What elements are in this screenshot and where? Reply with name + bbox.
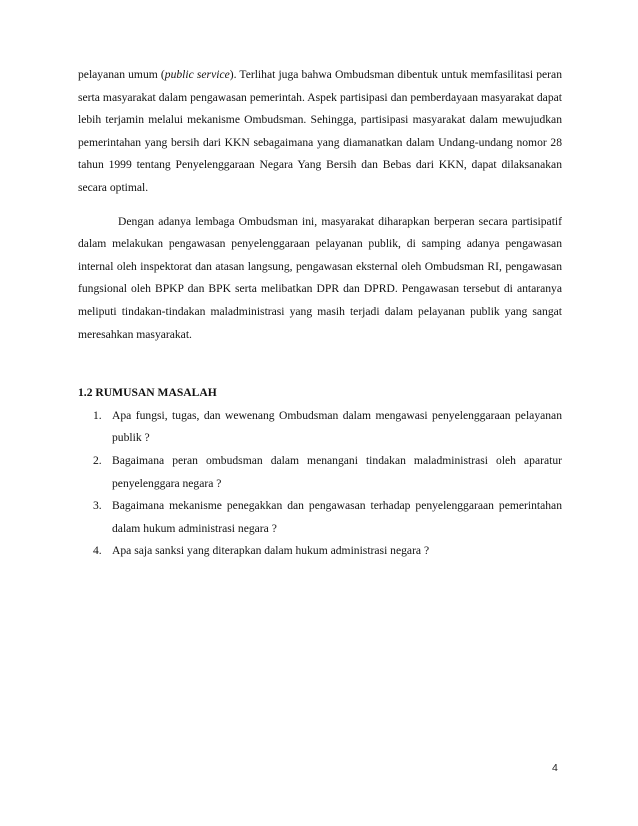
paragraph-1 (78, 64, 562, 200)
list-item-number: 1. (93, 408, 102, 422)
list-item (78, 540, 562, 563)
list-item-text: Bagaimana peran ombudsman dalam menangani tindakan maladministrasi oleh aparatur penyelenggara negara ? (112, 453, 562, 490)
problem-list (78, 405, 562, 563)
list-item (78, 495, 562, 540)
list-item-text: Bagaimana mekanisme penegakkan dan pengawasan terhadap penyelenggaraan pemerintahan dalam hukum administrasi negara ? (112, 499, 562, 535)
page-number: 4 (552, 762, 558, 774)
list-item-number: 2. (93, 453, 102, 467)
page-content (78, 64, 562, 563)
list-item-text: Apa fungsi, tugas, dan wewenang Ombudsman dalam mengawasi penyelenggaraan pelayanan publik ? (112, 408, 562, 445)
paragraph-1-part-2: ). Terlihat juga bahwa Ombudsman dibentuk untuk memfasilitasi peran serta masyarakat dalam pengawasan pemerintah. Aspek partisipasi dan pemberdayaan masyarakat dapat lebih terjamin melalui mekanisme Ombudsman. Sehingga, partisipasi masyarakat dalam mewujudkan pemerintahan yang bersih dari KKN sebagaimana yang diamanatkan dalam Undang-undang nomor 28 tahun 1999 tentang Penyelenggaraan Negara Yang Bersih dan Bebas dari KKN, dapat dilaksanakan secara optimal. (78, 68, 562, 194)
list-item-number: 4. (93, 544, 102, 558)
section-heading: 1.2 RUMUSAN MASALAH (78, 386, 217, 400)
paragraph-1-part-1: pelayanan umum ( (78, 68, 165, 81)
paragraph-2: Dengan adanya lembaga Ombudsman ini, masyarakat diharapkan berperan secara partisipatif dalam melakukan pengawasan penyelenggaraan pelayanan publik, di samping adanya pengawasan internal oleh inspektorat dan atasan langsung, pengawasan eksternal oleh Ombudsman RI, pengawasan fungsional oleh BPKP dan BPK serta melibatkan DPR dan DPRD. Pengawasan tersebut di antaranya meliputi tindakan-tindakan maladministrasi yang masih terjadi dalam pelayanan publik yang sangat meresahkan masyarakat. (78, 214, 562, 341)
list-item-number: 3. (93, 499, 102, 513)
list-item (78, 450, 562, 495)
list-item (78, 405, 562, 450)
list-item-text: Apa saja sanksi yang diterapkan dalam hukum administrasi negara ? (112, 544, 430, 558)
paragraph-1-italic-term: public service (164, 68, 230, 81)
